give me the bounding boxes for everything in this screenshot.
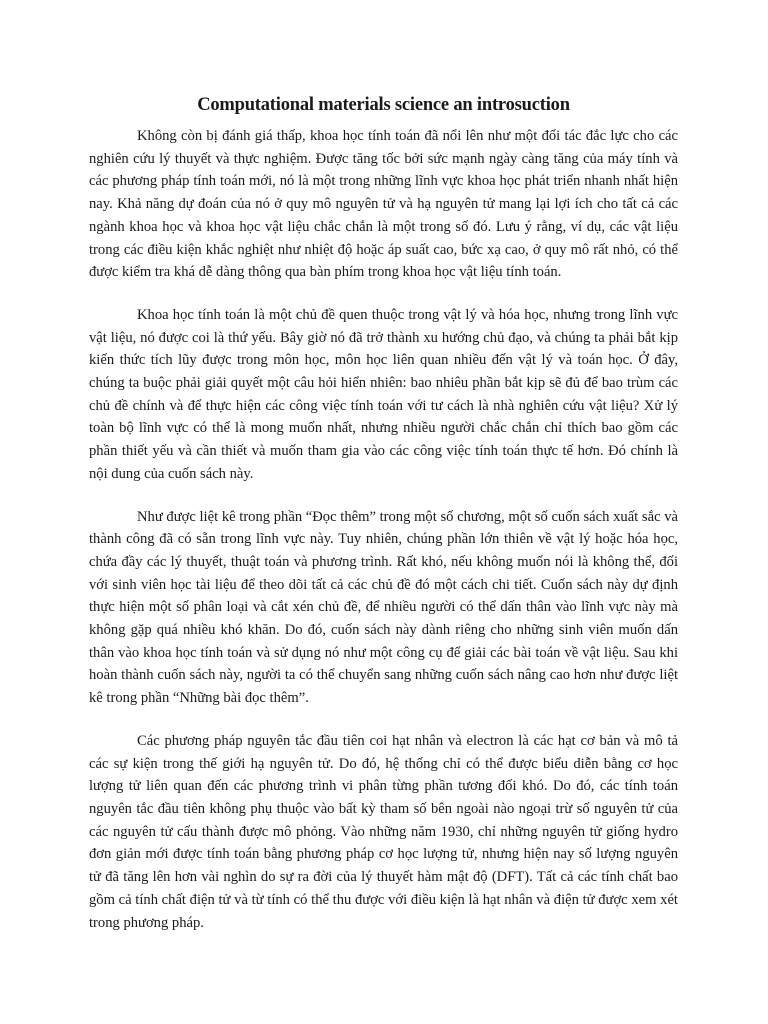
- paragraph-1: Không còn bị đánh giá thấp, khoa học tính toán đã nổi lên như một đối tác đắc lực cho các nghiên cứu lý thuyết và thực nghiệm. Được tăng tốc bởi sức mạnh ngày càng tăng của máy tính và các phương pháp tính toán mới, nó là một trong những lĩnh vực khoa học phát triển nhanh nhất hiện nay. Khả năng dự đoán của nó ở quy mô nguyên tử và hạ nguyên tử mang lại lợi ích cho tất cả các ngành khoa học và khoa học vật liệu chắc chắn là một trong số đó. Lưu ý rằng, ví dụ, các vật liệu trong các điều kiện khắc nghiệt như nhiệt độ hoặc áp suất cao, bức xạ cao, ở quy mô rất nhỏ, có thể được kiểm tra khá dễ dàng thông qua bàn phím trong khoa học vật liệu tính toán.: [89, 128, 678, 281]
- document-title: Computational materials science an introsuction: [197, 95, 570, 115]
- paragraph-4: Các phương pháp nguyên tắc đầu tiên coi hạt nhân và electron là các hạt cơ bản và mô tả các sự kiện trong thế giới hạ nguyên tử. Do đó, hệ thống chỉ có thể được biểu diễn bằng cơ học lượng tử liên quan đến các phương trình vi phân từng phần tương đối khó. Do đó, các tính toán nguyên tắc đầu tiên không phụ thuộc vào bất kỳ tham số bên ngoài nào ngoại trừ số nguyên tử của các nguyên tử cấu thành được mô phỏng. Vào những năm 1930, chỉ những nguyên tử giống hydro đơn giản mới được tính toán bằng phương pháp cơ học lượng tử, nhưng hiện nay số lượng nguyên tử đã tăng lên hơn vài nghìn do sự ra đời của lý thuyết hàm mật độ (DFT). Tất cả các tính chất bao gồm cả tính chất điện tử và từ tính có thể thu được với điều kiện là hạt nhân và điện tử được xem xét trong phương pháp.: [89, 732, 678, 931]
- paragraph-3: Như được liệt kê trong phần “Đọc thêm” trong một số chương, một số cuốn sách xuất sắc và thành công đã có sẵn trong lĩnh vực này. Tuy nhiên, chúng phần lớn thiên về vật lý hoặc hóa học, chứa đầy các lý thuyết, thuật toán và phương trình. Rất khó, nếu không muốn nói là không thể, đối với sinh viên học tài liệu để theo dõi tất cả các chủ đề đó một cách chi tiết. Cuốn sách này dự định thực hiện một số phân loại và cắt xén chủ đề, để nhiều người có thể dấn thân vào lĩnh vực này mà không gặp quá nhiều khó khăn. Do đó, cuốn sách này dành riêng cho những sinh viên muốn dấn thân vào khoa học tính toán và sử dụng nó như một công cụ để giải các bài toán về vật liệu. Sau khi hoàn thành cuốn sách này, người ta có thể chuyển sang những cuốn sách nâng cao hơn như được liệt kê trong phần “Những bài đọc thêm”.: [89, 508, 678, 707]
- paragraph-2: Khoa học tính toán là một chủ đề quen thuộc trong vật lý và hóa học, nhưng trong lĩnh vực vật liệu, nó được coi là thứ yếu. Bây giờ nó đã trở thành xu hướng chủ đạo, và chúng ta phải bắt kịp kiến thức tích lũy được trong môn học, môn học liên quan nhiều đến vật lý và toán học. Ở đây, chúng ta buộc phải giải quyết một câu hỏi hiển nhiên: bao nhiêu phần bắt kịp sẽ đủ để bao trùm các chủ đề chính và để thực hiện các công việc tính toán với tư cách là nhà nghiên cứu vật liệu? Xử lý toàn bộ lĩnh vực có thể là mong muốn nhất, nhưng nhiều người chắc chắn chỉ thích bao gồm các phần thiết yếu và cần thiết và muốn tham gia vào các công việc tính toán thực tế hơn. Đó chính là nội dung của cuốn sách này.: [89, 306, 678, 482]
